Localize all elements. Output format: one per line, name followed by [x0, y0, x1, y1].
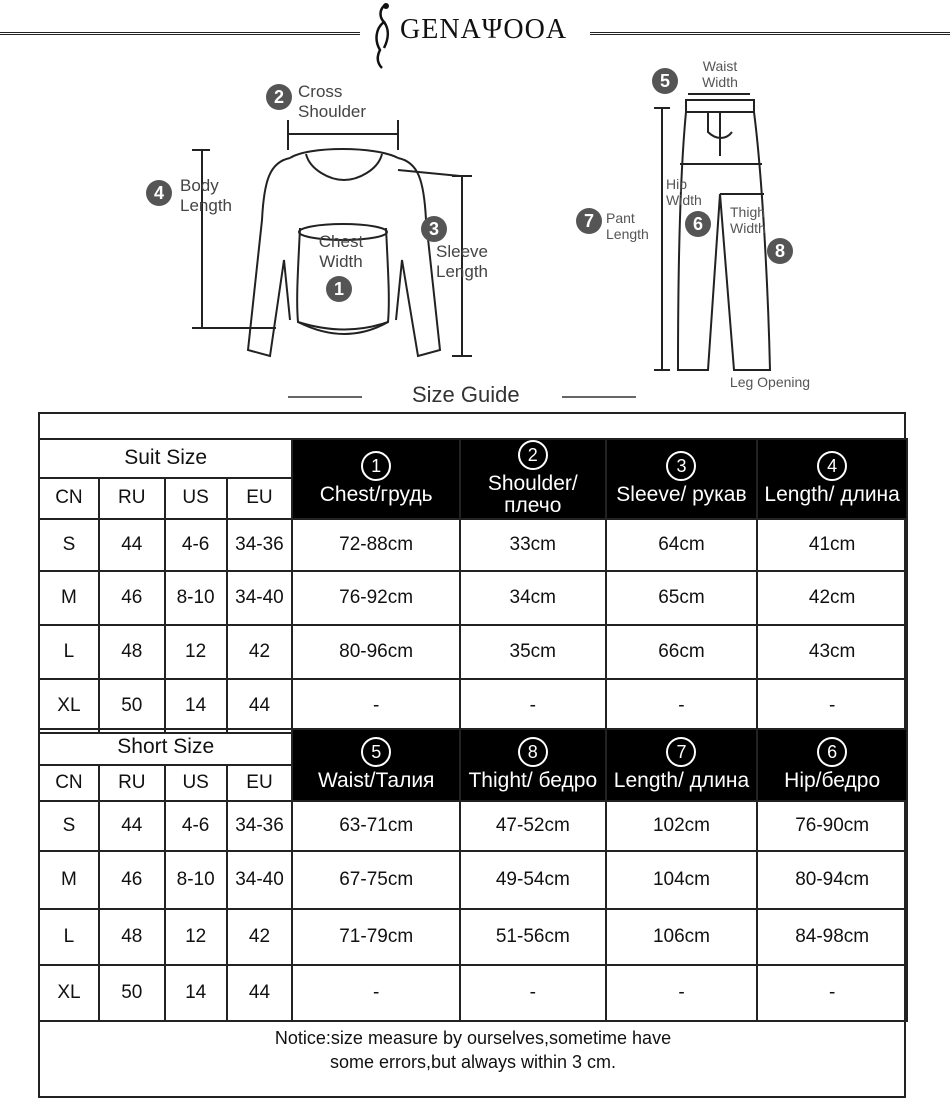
- chest-value: 80-96cm: [292, 625, 460, 679]
- table-row: [39, 571, 907, 625]
- shoulder-value: 35cm: [460, 625, 606, 679]
- length-value: 106cm: [606, 909, 758, 965]
- size-us: 14: [165, 679, 227, 733]
- thigh-value: -: [460, 965, 606, 1021]
- table-row: [39, 679, 907, 733]
- size-ru: 44: [99, 519, 165, 571]
- num-3-icon: 3: [666, 451, 696, 481]
- size-eu: 42: [227, 625, 293, 679]
- header-rule-right: [590, 32, 950, 35]
- label-sleeve-length: Sleeve Length: [436, 242, 488, 281]
- size-guide-title: Size Guide: [412, 382, 520, 407]
- brand-logo-figure: [366, 0, 402, 70]
- shoulder-value: 33cm: [460, 519, 606, 571]
- chest-value: 76-92cm: [292, 571, 460, 625]
- col-us: US: [165, 478, 227, 519]
- badge-thigh-width: 8: [767, 238, 793, 264]
- badge-sleeve-length: 3: [421, 216, 447, 242]
- num-8-icon: 8: [518, 737, 548, 767]
- thigh-value: 47-52cm: [460, 801, 606, 851]
- badge-hip-width: 6: [685, 211, 711, 237]
- badge-pant-length: 7: [576, 208, 602, 234]
- size-notice: Notice:size measure by ourselves,sometime have some errors,but always within 3 cm.: [274, 1028, 672, 1072]
- thigh-value: 51-56cm: [460, 909, 606, 965]
- guide-rule-left: [288, 396, 362, 398]
- hip-value: 76-90cm: [757, 801, 907, 851]
- suit-header-shoulder: 2 Shoulder/ плечо: [460, 439, 606, 519]
- label-hip-width: Hip Width: [666, 176, 702, 208]
- table-row: [39, 965, 907, 1021]
- size-us: 4-6: [165, 801, 227, 851]
- thigh-value: 49-54cm: [460, 851, 606, 909]
- length-value: 102cm: [606, 801, 758, 851]
- col-cn: CN: [39, 478, 99, 519]
- col-eu: EU: [227, 765, 293, 801]
- table-row: [39, 801, 907, 851]
- col-ru: RU: [99, 765, 165, 801]
- col-us: US: [165, 765, 227, 801]
- size-ru: 46: [99, 851, 165, 909]
- hip-value: 80-94cm: [757, 851, 907, 909]
- size-cn: XL: [39, 679, 99, 733]
- shoulder-value: -: [460, 679, 606, 733]
- size-ru: 44: [99, 801, 165, 851]
- size-us: 8-10: [165, 851, 227, 909]
- size-cn: XL: [39, 965, 99, 1021]
- size-us: 12: [165, 909, 227, 965]
- brand-name: GENAΨOOA: [400, 14, 568, 45]
- size-us: 12: [165, 625, 227, 679]
- size-ru: 46: [99, 571, 165, 625]
- size-cn: S: [39, 519, 99, 571]
- num-2-icon: 2: [518, 440, 548, 470]
- num-5-icon: 5: [361, 737, 391, 767]
- label-chest-width: Chest Width: [318, 232, 364, 271]
- chest-value: 72-88cm: [292, 519, 460, 571]
- label-cross-shoulder: Cross Shoulder: [298, 82, 367, 121]
- suit-size-table: [38, 438, 908, 734]
- size-ru: 48: [99, 909, 165, 965]
- size-eu: 42: [227, 909, 293, 965]
- size-cn: S: [39, 801, 99, 851]
- table-row: [39, 851, 907, 909]
- col-ru: RU: [99, 478, 165, 519]
- guide-rule-right: [562, 396, 636, 398]
- waist-value: 71-79cm: [292, 909, 460, 965]
- badge-cross-shoulder: 2: [266, 84, 292, 110]
- hip-value: -: [757, 965, 907, 1021]
- label-body-length: Body Length: [180, 176, 232, 215]
- table-row: [39, 625, 907, 679]
- hip-value: 84-98cm: [757, 909, 907, 965]
- sleeve-value: 64cm: [606, 519, 758, 571]
- size-cn: M: [39, 851, 99, 909]
- waist-value: -: [292, 965, 460, 1021]
- label-leg-opening: Leg Opening: [729, 374, 811, 390]
- size-ru: 50: [99, 965, 165, 1021]
- col-cn: CN: [39, 765, 99, 801]
- short-size-table: [38, 728, 908, 1022]
- suit-header-length: 4 Length/ длина: [757, 439, 907, 519]
- label-thigh-width: Thigh Width: [730, 204, 766, 236]
- short-header-thigh: 8 Thight/ бедро: [460, 729, 606, 801]
- suit-size-title: Suit Size: [39, 439, 292, 478]
- num-1-icon: 1: [361, 451, 391, 481]
- suit-header-chest: 1 Chest/грудь: [292, 439, 460, 519]
- sleeve-value: 66cm: [606, 625, 758, 679]
- size-ru: 50: [99, 679, 165, 733]
- length-value: 104cm: [606, 851, 758, 909]
- label-waist-width: Waist Width: [702, 58, 738, 90]
- num-4-icon: 4: [817, 451, 847, 481]
- length-value: -: [757, 679, 907, 733]
- label-pant-length: Pant Length: [606, 210, 649, 242]
- size-us: 8-10: [165, 571, 227, 625]
- sleeve-value: -: [606, 679, 758, 733]
- length-value: 43cm: [757, 625, 907, 679]
- short-header-length: 7 Length/ длина: [606, 729, 758, 801]
- suit-header-sleeve: 3 Sleeve/ рукав: [606, 439, 758, 519]
- size-us: 4-6: [165, 519, 227, 571]
- badge-waist-width: 5: [652, 68, 678, 94]
- size-eu: 44: [227, 965, 293, 1021]
- short-header-hip: 6 Hip/бедро: [757, 729, 907, 801]
- sleeve-value: 65cm: [606, 571, 758, 625]
- col-eu: EU: [227, 478, 293, 519]
- size-us: 14: [165, 965, 227, 1021]
- length-value: 42cm: [757, 571, 907, 625]
- size-eu: 34-40: [227, 571, 293, 625]
- short-header-waist: 5 Waist/Талия: [292, 729, 460, 801]
- badge-body-length: 4: [146, 180, 172, 206]
- table-row: [39, 909, 907, 965]
- size-cn: L: [39, 625, 99, 679]
- shoulder-value: 34cm: [460, 571, 606, 625]
- size-eu: 34-36: [227, 519, 293, 571]
- size-ru: 48: [99, 625, 165, 679]
- badge-chest-width: 1: [326, 276, 352, 302]
- size-eu: 44: [227, 679, 293, 733]
- num-6-icon: 6: [817, 737, 847, 767]
- table-row: [39, 519, 907, 571]
- waist-value: 63-71cm: [292, 801, 460, 851]
- waist-value: 67-75cm: [292, 851, 460, 909]
- size-cn: M: [39, 571, 99, 625]
- size-cn: L: [39, 909, 99, 965]
- size-eu: 34-40: [227, 851, 293, 909]
- length-value: 41cm: [757, 519, 907, 571]
- short-size-title: Short Size: [39, 729, 292, 765]
- size-eu: 34-36: [227, 801, 293, 851]
- header-rule-left: [0, 32, 360, 35]
- num-7-icon: 7: [666, 737, 696, 767]
- chest-value: -: [292, 679, 460, 733]
- length-value: -: [606, 965, 758, 1021]
